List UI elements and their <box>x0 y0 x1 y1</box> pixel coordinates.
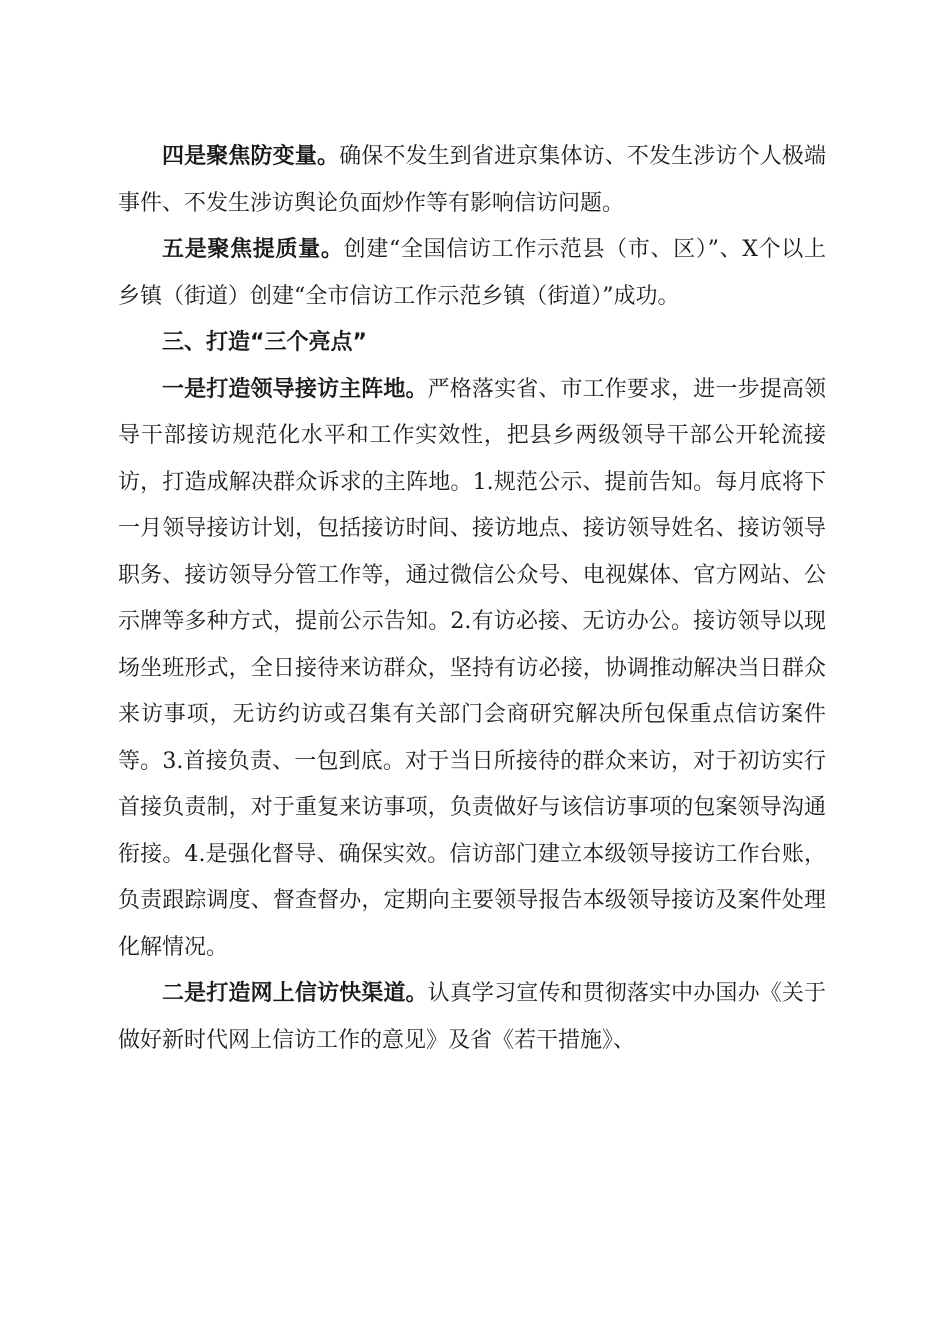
document-body <box>118 134 826 1064</box>
paragraph-online-petition <box>118 971 826 1064</box>
paragraph-text: 确保不发生到省进京集体访、不发生涉访个人极端事件、不发生涉访舆论负面炒作等有影响信访问题。 <box>118 144 826 216</box>
paragraph-focus-quality <box>118 227 826 320</box>
paragraph-text: 认真学习宣传和贯彻落实中办国办《关于做好新时代网上信访工作的意见》及省《若干措施》、 <box>118 981 826 1053</box>
paragraph-lead: 五是聚焦提质量。 <box>162 237 344 262</box>
paragraph-text: 创建“全国信访工作示范县（市、区）”、X个以上乡镇（街道）创建“全市信访工作示范乡镇（街道）”成功。 <box>118 237 826 309</box>
paragraph-focus-variables <box>118 134 826 227</box>
paragraph-leader-reception <box>118 367 826 972</box>
paragraph-lead: 一是打造领导接访主阵地。 <box>162 376 428 402</box>
paragraph-lead: 四是聚焦防变量。 <box>162 144 340 169</box>
paragraph-text: 严格落实省、市工作要求，进一步提高领导干部接访规范化水平和工作实效性，把县乡两级领导干部公开轮流接访，打造成解决群众诉求的主阵地。1.规范公示、提前告知。每月底将下一月领导接访计划，包括接访时间、接访地点、接访领导姓名、接访领导职务、接访领导分管工作等，通过微信公众号、电视媒体、官方网站、公示牌等多种方式，提前公示告知。2.有访必接、无访办公。接访领导以现场坐班形式，全日接待来访群众，坚持有访必接，协调推动解决当日群众来访事项，无访约访或召集有关部门会商研究解决所包保重点信访案件等。3.首接负责、一包到底。对于当日所接待的群众来访，对于初访实行首接负责制，对于重复来访事项，负责做好与该信访事项的包案领导沟通衔接。4.是强化督导、确保实效。信访部门建立本级领导接访工作台账，负责跟踪调度、督查督办，定期向主要领导报告本级领导接访及案件处理化解情况。 <box>118 376 826 960</box>
section-heading: 三、打造“三个亮点” <box>162 330 367 355</box>
paragraph-lead: 二是打造网上信访快渠道。 <box>162 981 428 1006</box>
